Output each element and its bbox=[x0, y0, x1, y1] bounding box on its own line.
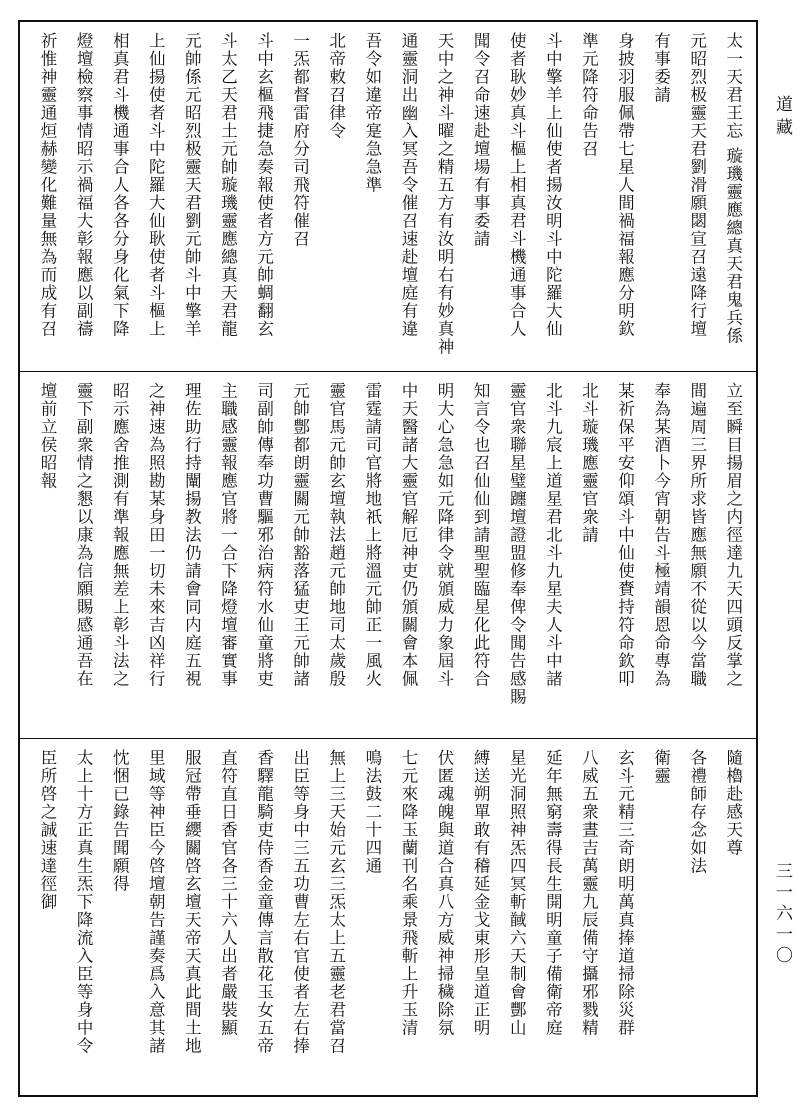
text-column: 元帥係元昭烈极靈天君劉元帥斗中擎羊 bbox=[182, 32, 202, 338]
text-column: 靈官馬元帥玄壇執法趙元帥地司太歲殷 bbox=[326, 382, 346, 688]
text-column: 主職感靈報應官將一合下降燈壇審實事 bbox=[218, 382, 238, 688]
margin-title: 道藏 bbox=[772, 95, 792, 141]
text-column: 元帥鄷都朗靈關元帥豁落猛吏王元帥諸 bbox=[290, 382, 310, 688]
text-panel-lower bbox=[20, 739, 756, 1095]
column-group bbox=[34, 749, 744, 1087]
text-column: 無上三天始元玄三炁太上五靈老君當召 bbox=[326, 749, 346, 1055]
text-column: 八威五衆晝吉萬靈九辰備守攝邪戮精 bbox=[579, 749, 599, 1037]
text-column: 北帝敕召律令 bbox=[326, 32, 346, 140]
text-column: 某祈保平安仰頌斗中仙使賚持符命欽叩 bbox=[615, 382, 635, 688]
text-column: 太一天君王忘 璇璣靈應總真天君鬼兵係 bbox=[723, 32, 743, 345]
text-column: 明大心急急如元降律令就頒威力象屆斗 bbox=[435, 382, 455, 688]
text-column: 七元來降玉蘭刊名乘景飛斬上升玉清 bbox=[398, 749, 418, 1037]
text-column: 靈官衆聯星璧躔壇證盟修奉俾令聞告感賜 bbox=[507, 382, 527, 706]
text-column: 香驛龍騎吏侍香金童傳言散花玉女五帝 bbox=[254, 749, 274, 1055]
text-column: 吾令如違帝寔急急準 bbox=[362, 32, 382, 194]
text-column: 斗中擎羊上仙使者揚汝明斗中陀羅大仙 bbox=[543, 32, 563, 338]
text-column: 知言令也召仙仙到請聖聖臨星化此符合 bbox=[471, 382, 491, 688]
text-column: 天中之神斗曜之精五方有汝明右有妙真神 bbox=[435, 32, 455, 356]
text-column: 伏匿魂魄與道合真八方威神掃穢除氛 bbox=[435, 749, 455, 1037]
text-column: 各禮師存念如法 bbox=[687, 749, 707, 875]
text-column: 衛靈 bbox=[651, 749, 671, 785]
text-column: 服冠帶垂纓關啓玄壇天帝天真此間土地 bbox=[182, 749, 202, 1055]
text-column: 立至瞬目揚眉之内徑達九天四頭反掌之 bbox=[723, 382, 743, 688]
text-column: 斗中玄樞飛捷急奏報使者方元帥蜩翻玄 bbox=[254, 32, 274, 338]
text-column: 延年無窮壽得長生開明童子備衛帝庭 bbox=[543, 749, 563, 1037]
text-column: 相真君斗機通事合人各各分身化氣下降 bbox=[110, 32, 130, 338]
text-column: 里域等神臣今啓壇朝告謹奏爲入意其諸 bbox=[146, 749, 166, 1055]
text-column: 奉為某酒卜今宵朝告斗極靖韻恩命專為 bbox=[651, 382, 671, 688]
text-column: 斗太乙天君土元帥璇璣靈應總真天君龍 bbox=[218, 32, 238, 338]
text-column: 準元降符命告召 bbox=[579, 32, 599, 158]
text-column: 之神速為照勘某身田一切未來吉凶祥行 bbox=[146, 382, 166, 688]
text-column: 一炁都督雷府分司飛符催召 bbox=[290, 32, 310, 248]
text-column: 使者耿妙真斗樞上相真君斗機通事合人 bbox=[507, 32, 527, 338]
text-column: 元昭烈极靈天君劉滑願閟宣召遠降行壇 bbox=[687, 32, 707, 338]
text-panel-upper bbox=[20, 22, 756, 372]
text-column: 司副帥傳奉功曹驅邪治病符水仙童將吏 bbox=[254, 382, 274, 688]
text-column: 燈壇檢察事情昭示禍福大彰報應以副禱 bbox=[74, 32, 94, 338]
text-column: 理佐助行持闡揚教法仍請會同内庭五視 bbox=[182, 382, 202, 688]
text-column: 出臣等身中三五功曹左右官使者左右捧 bbox=[290, 749, 310, 1055]
text-column: 上仙揚使者斗中陀羅大仙耿使者斗樞上 bbox=[146, 32, 166, 338]
text-column: 臣所啓之誠速達徑御 bbox=[38, 749, 57, 911]
text-column: 祈惟神靈通烜赫變化難量無為而成有召 bbox=[38, 32, 57, 338]
column-group bbox=[34, 32, 744, 363]
page-frame bbox=[18, 20, 758, 1097]
text-column: 靈下副衆情之懇以康為信願賜感通吾在 bbox=[74, 382, 94, 688]
text-column: 北斗九宸上道星君北斗九星夫人斗中諸 bbox=[543, 382, 563, 688]
text-column: 聞令召命速赴壇場有事委請 bbox=[471, 32, 491, 248]
text-column: 忱悃已錄告聞願得 bbox=[110, 749, 130, 893]
text-column: 鳴法鼓二十四通 bbox=[362, 749, 382, 875]
text-column: 北斗璇璣應靈官衆請 bbox=[579, 382, 599, 544]
text-column: 太上十方正真生炁下降流入臣等身中令 bbox=[74, 749, 94, 1055]
text-panel-middle bbox=[20, 372, 756, 739]
text-column: 中天醫諸大靈官解厄神吏仍頒關會本佩 bbox=[398, 382, 418, 688]
text-column: 隨櫓赴感天尊 bbox=[723, 749, 743, 857]
text-column: 昭示應舍推測有準報應無差上彰斗法之 bbox=[110, 382, 130, 688]
text-column: 星光洞照神炁四冥斬馘六天制會酆山 bbox=[507, 749, 527, 1037]
text-column: 直符直日香官各三十六人出者嚴裝顯 bbox=[218, 749, 238, 1037]
text-column: 雷霆請司官將地祇上將溫元帥正一風火 bbox=[362, 382, 382, 688]
text-column: 壇前立侯昭報 bbox=[38, 382, 57, 490]
column-group bbox=[34, 382, 744, 730]
text-column: 有事委請 bbox=[651, 32, 671, 104]
text-column: 通靈洞出幽入冥吾令催召速赴壇庭有違 bbox=[398, 32, 418, 338]
text-column: 間遍周三界所求皆應無願不從以今當職 bbox=[687, 382, 707, 688]
text-column: 縛送朔單敢有稽延金戈東形皇道正明 bbox=[471, 749, 491, 1037]
page-number: 三一六一〇 bbox=[772, 862, 792, 967]
text-column: 身披羽服佩帶七星人間禍福報應分明欽 bbox=[615, 32, 635, 338]
text-column: 玄斗元精三奇朗明萬真捧道掃除災群 bbox=[615, 749, 635, 1037]
